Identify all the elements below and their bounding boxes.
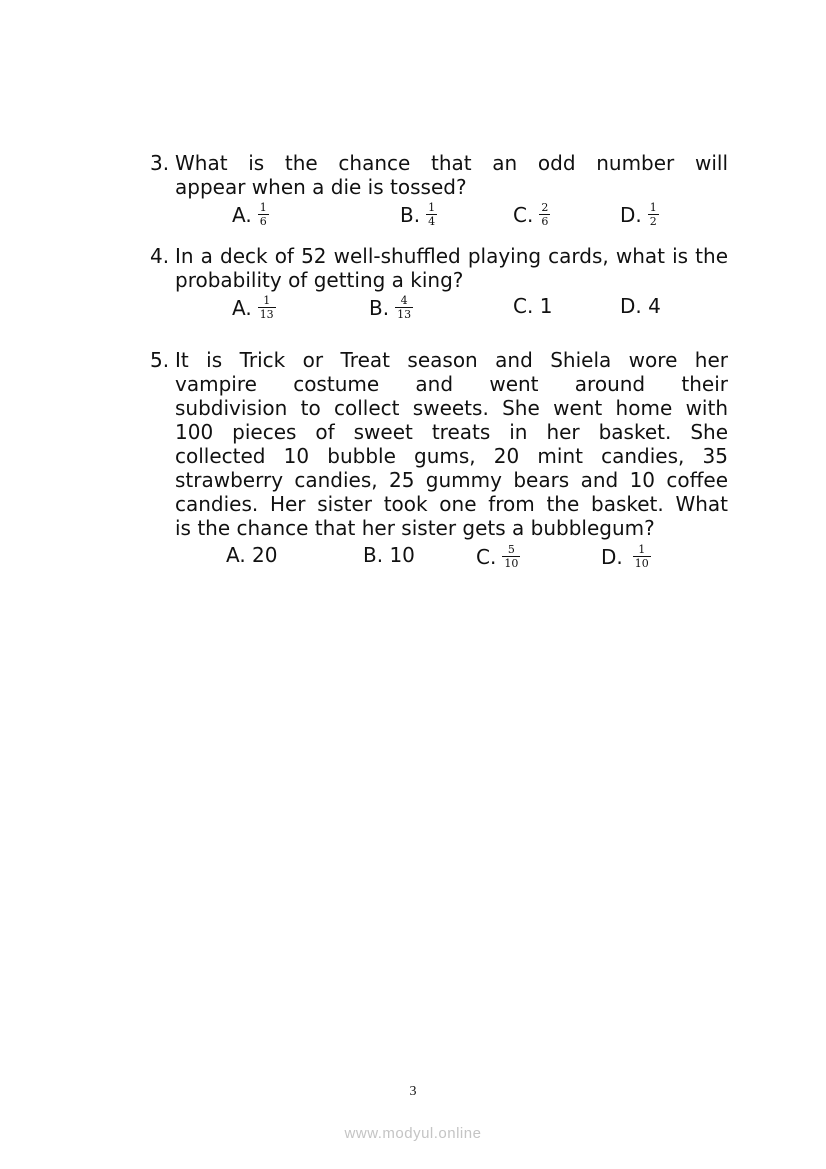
question-number: 5. xyxy=(150,348,170,372)
page-number: 3 xyxy=(409,1084,417,1099)
fraction: $\frac{5}{10}$ xyxy=(504,543,519,570)
question-text: In a deck of 52 well-shuffled playing cards, what is the probability of getting a king? xyxy=(175,244,728,292)
fraction: $\frac{1}{4}$ xyxy=(428,201,436,228)
option-d[interactable]: D. $\frac{1}{10}$ xyxy=(601,543,649,570)
option-b[interactable]: B. $\frac{1}{4}$ xyxy=(400,201,436,228)
option-c[interactable]: C. $\frac{2}{6}$ xyxy=(513,201,549,228)
option-b[interactable]: B. 10 xyxy=(363,543,415,567)
option-a[interactable]: A. $\frac{1}{13}$ xyxy=(232,294,274,321)
fraction: $\frac{2}{6}$ xyxy=(541,201,549,228)
option-c[interactable]: C. 1 xyxy=(513,294,553,318)
option-d[interactable]: D. $\frac{1}{2}$ xyxy=(620,201,657,228)
fraction: $\frac{1}{13}$ xyxy=(259,294,274,321)
watermark: www.modyul.online xyxy=(344,1125,482,1142)
question-4 xyxy=(150,244,728,292)
question-text: It is Trick or Treat season and Shiela wore her vampire costume and went around their subdivision to collect sweets. She went home with 100 pieces of sweet treats in her basket. She collected 10 bubble gums, 20 mint candies, 35 strawberry candies, 25 gummy bears and 10 coffee candies. Her sister took one from the basket. What is the chance that her sister gets a bubblegum? xyxy=(175,348,728,540)
question-text: What is the chance that an odd number will appear when a die is tossed? xyxy=(175,151,728,199)
option-c[interactable]: C. $\frac{5}{10}$ xyxy=(476,543,519,570)
question-3 xyxy=(150,151,728,199)
option-d[interactable]: D. 4 xyxy=(620,294,661,318)
question-5 xyxy=(150,348,728,540)
question-number: 3. xyxy=(150,151,170,175)
fraction: $\frac{1}{10}$ xyxy=(634,543,649,570)
fraction: $\frac{1}{6}$ xyxy=(259,201,267,228)
fraction: $\frac{1}{2}$ xyxy=(649,201,657,228)
question-number: 4. xyxy=(150,244,170,268)
option-b[interactable]: B. $\frac{4}{13}$ xyxy=(369,294,412,321)
option-a[interactable]: A. 20 xyxy=(226,543,278,567)
option-a[interactable]: A. $\frac{1}{6}$ xyxy=(232,201,267,228)
fraction: $\frac{4}{13}$ xyxy=(397,294,412,321)
